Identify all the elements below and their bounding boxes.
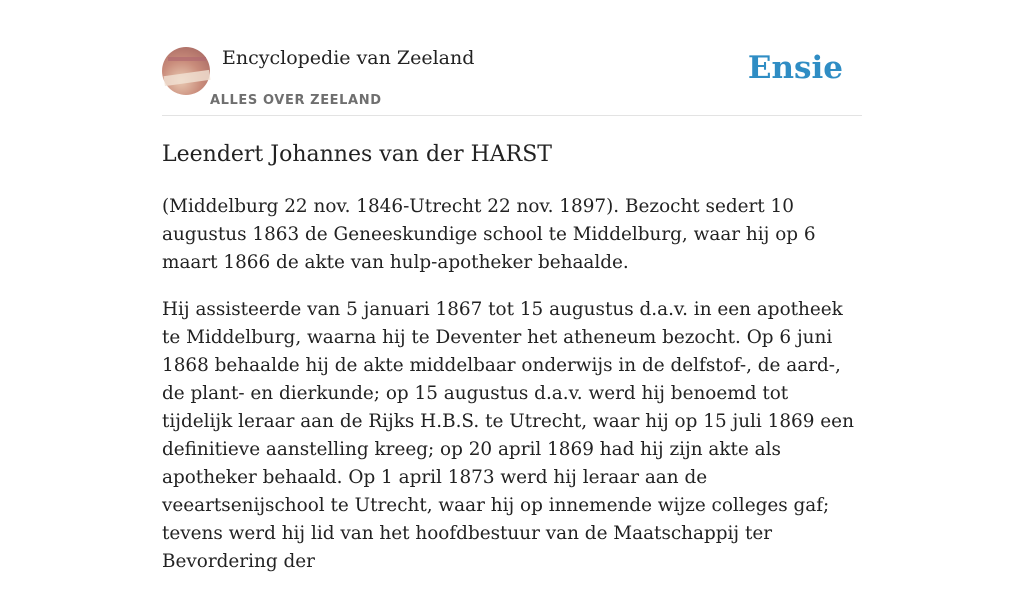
avatar-detail bbox=[164, 70, 211, 86]
site-tagline: ALLES OVER ZEELAND bbox=[210, 93, 382, 108]
article-paragraph: (Middelburg 22 nov. 1846-Utrecht 22 nov. 1897). Bezocht sedert 10 augustus 1863 de Geneeskundige school te Middelburg, waar hij op 6 maart 1866 de akte van hulp-apotheker behaalde. bbox=[162, 196, 816, 273]
article bbox=[162, 139, 864, 595]
header-divider bbox=[162, 115, 862, 116]
site-title[interactable]: Encyclopedie van Zeeland bbox=[222, 47, 475, 69]
site-logo-avatar[interactable] bbox=[162, 47, 210, 95]
avatar-detail bbox=[168, 57, 206, 61]
article-paragraph: Hij assisteerde van 5 januari 1867 tot 15 augustus d.a.v. in een apotheek te Middelburg, waarna hij te Deventer het atheneum bezocht. Op 6 juni 1868 behaalde hij de akte middelbaar onderwijs in de delfstof-, de aard-, de plant- en dierkunde; op 15 augustus d.a.v. werd hij benoemd tot tijdelijk leraar aan de Rijks H.B.S. te Utrecht, waar hij op 15 juli 1869 een definitieve aanstelling kreeg; op 20 april 1869 had hij zijn akte als apotheker behaald. Op 1 april 1873 werd hij leraar aan de veeartsenijschool te Utrecht, waar hij op innemende wijze colleges gaf; tevens werd hij lid van het hoofdbestuur van de Maatschappij ter Bevordering der bbox=[162, 299, 854, 572]
ensie-brand-logo[interactable]: Ensie bbox=[747, 50, 843, 86]
site-header bbox=[162, 40, 862, 116]
article-title: Leendert Johannes van der HARST bbox=[162, 142, 552, 167]
